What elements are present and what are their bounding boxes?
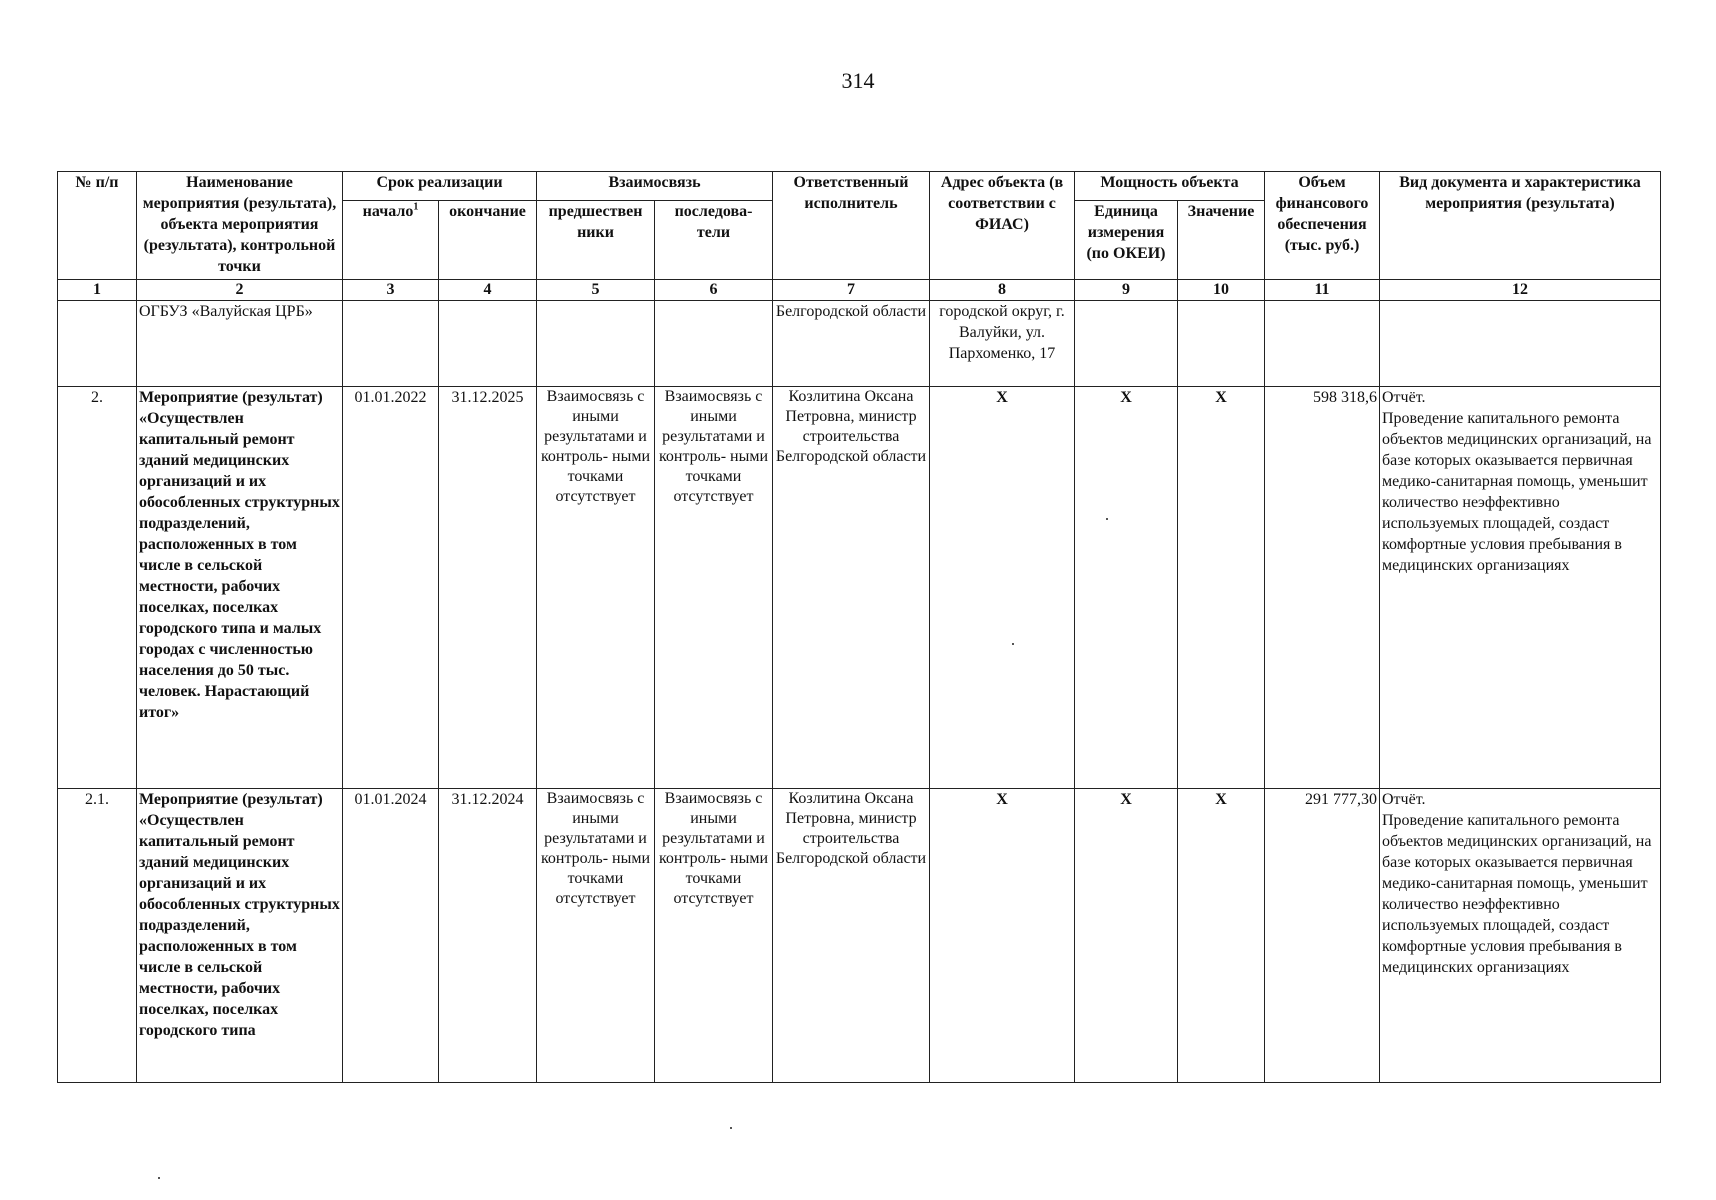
column-number: 6 <box>655 280 773 301</box>
header-document: Вид документа и характеристика мероприятия (результата) <box>1380 172 1661 280</box>
footnote-marker: 1 <box>413 201 419 213</box>
header-successors: последова- тели <box>655 200 773 279</box>
column-number: 12 <box>1380 280 1661 301</box>
header-address: Адрес объекта (в соответствии с ФИАС) <box>930 172 1075 280</box>
row-value: Х <box>1178 789 1265 1083</box>
column-number: 10 <box>1178 280 1265 301</box>
column-number: 9 <box>1075 280 1178 301</box>
row-successors: Взаимосвязь с иными результатами и контроль- ными точками отсутствует <box>655 387 773 789</box>
row-no: 2. <box>58 387 137 789</box>
table-row <box>58 301 1661 387</box>
row-predecessors <box>537 301 655 387</box>
header-capacity: Мощность объекта <box>1075 172 1265 201</box>
row-unit <box>1075 301 1178 387</box>
column-number: 8 <box>930 280 1075 301</box>
scan-speck <box>1106 518 1108 520</box>
row-volume: 291 777,30 <box>1265 789 1380 1083</box>
row-document-title: Отчёт. <box>1382 791 1426 808</box>
header-start-label: начало <box>362 202 414 220</box>
column-number: 4 <box>439 280 537 301</box>
row-name: Мероприятие (результат) «Осуществлен капитальный ремонт зданий медицинских организаций и их обособленных структурных подразделений, расположенных в том числе в сельской местности, рабочих поселках, поселках городского типа и малых городах с численностью населения до 50 тыс. человек. Нарастающий итог» <box>137 387 343 789</box>
row-end: 31.12.2024 <box>439 789 537 1083</box>
row-document <box>1380 387 1661 789</box>
row-name: ОГБУЗ «Валуйская ЦРБ» <box>137 301 343 387</box>
row-unit: Х <box>1075 789 1178 1083</box>
row-predecessors: Взаимосвязь с иными результатами и контроль- ными точками отсутствует <box>537 387 655 789</box>
header-unit: Единица измерения (по ОКЕИ) <box>1075 200 1178 279</box>
scan-speck <box>158 1177 160 1179</box>
row-document-text: Проведение капитального ремонта объектов медицинских организаций, на базе которых оказывается первичная медико-санитарная помощь, уменьшит количество неэффективно используемых площадей, создаст комфортные условия пребывания в медицинских организациях <box>1382 812 1652 976</box>
row-address: городской округ, г. Валуйки, ул. Пархоменко, 17 <box>930 301 1075 387</box>
header-no: № п/п <box>58 172 137 280</box>
row-value: Х <box>1178 387 1265 789</box>
row-end: 31.12.2025 <box>439 387 537 789</box>
header-predecessors: предшествен ники <box>537 200 655 279</box>
header-volume: Объем финансового обеспечения (тыс. руб.) <box>1265 172 1380 280</box>
header-start <box>343 200 439 279</box>
table-row <box>58 387 1661 789</box>
scan-speck <box>1012 643 1014 645</box>
column-number: 11 <box>1265 280 1380 301</box>
row-start <box>343 301 439 387</box>
header-name: Наименование мероприятия (результата), объекта мероприятия (результата), контрольной точки <box>137 172 343 280</box>
column-number: 7 <box>773 280 930 301</box>
row-address: Х <box>930 387 1075 789</box>
header-relation: Взаимосвязь <box>537 172 773 201</box>
page-number: 314 <box>841 68 875 93</box>
column-number: 5 <box>537 280 655 301</box>
column-number: 3 <box>343 280 439 301</box>
row-address: Х <box>930 789 1075 1083</box>
row-no: 2.1. <box>58 789 137 1083</box>
header-responsible: Ответственный исполнитель <box>773 172 930 280</box>
row-responsible: Козлитина Оксана Петровна, министр строительства Белгородской области <box>773 387 930 789</box>
row-document-text: Проведение капитального ремонта объектов медицинских организаций, на базе которых оказывается первичная медико-санитарная помощь, уменьшит количество неэффективно используемых площадей, создаст комфортные условия пребывания в медицинских организациях <box>1382 410 1652 574</box>
column-number: 2 <box>137 280 343 301</box>
column-numbers-row <box>58 280 1661 301</box>
row-start: 01.01.2022 <box>343 387 439 789</box>
table-row <box>58 789 1661 1083</box>
row-start: 01.01.2024 <box>343 789 439 1083</box>
activities-table <box>57 171 1661 1083</box>
row-successors <box>655 301 773 387</box>
header-value: Значение <box>1178 200 1265 279</box>
row-volume <box>1265 301 1380 387</box>
header-end: окончание <box>439 200 537 279</box>
header-row-1 <box>58 172 1661 201</box>
row-value <box>1178 301 1265 387</box>
row-unit: Х <box>1075 387 1178 789</box>
row-document <box>1380 789 1661 1083</box>
row-predecessors: Взаимосвязь с иными результатами и контроль- ными точками отсутствует <box>537 789 655 1083</box>
row-volume: 598 318,6 <box>1265 387 1380 789</box>
row-document <box>1380 301 1661 387</box>
row-name: Мероприятие (результат) «Осуществлен капитальный ремонт зданий медицинских организаций и их обособленных структурных подразделений, расположенных в том числе в сельской местности, рабочих поселках, поселках городского типа <box>137 789 343 1083</box>
header-period: Срок реализации <box>343 172 537 201</box>
scan-speck <box>730 1127 732 1129</box>
column-number: 1 <box>58 280 137 301</box>
row-document-title: Отчёт. <box>1382 389 1426 406</box>
row-end <box>439 301 537 387</box>
row-successors: Взаимосвязь с иными результатами и контроль- ными точками отсутствует <box>655 789 773 1083</box>
row-responsible: Козлитина Оксана Петровна, министр строительства Белгородской области <box>773 789 930 1083</box>
row-responsible: Белгородской области <box>773 301 930 387</box>
row-no <box>58 301 137 387</box>
